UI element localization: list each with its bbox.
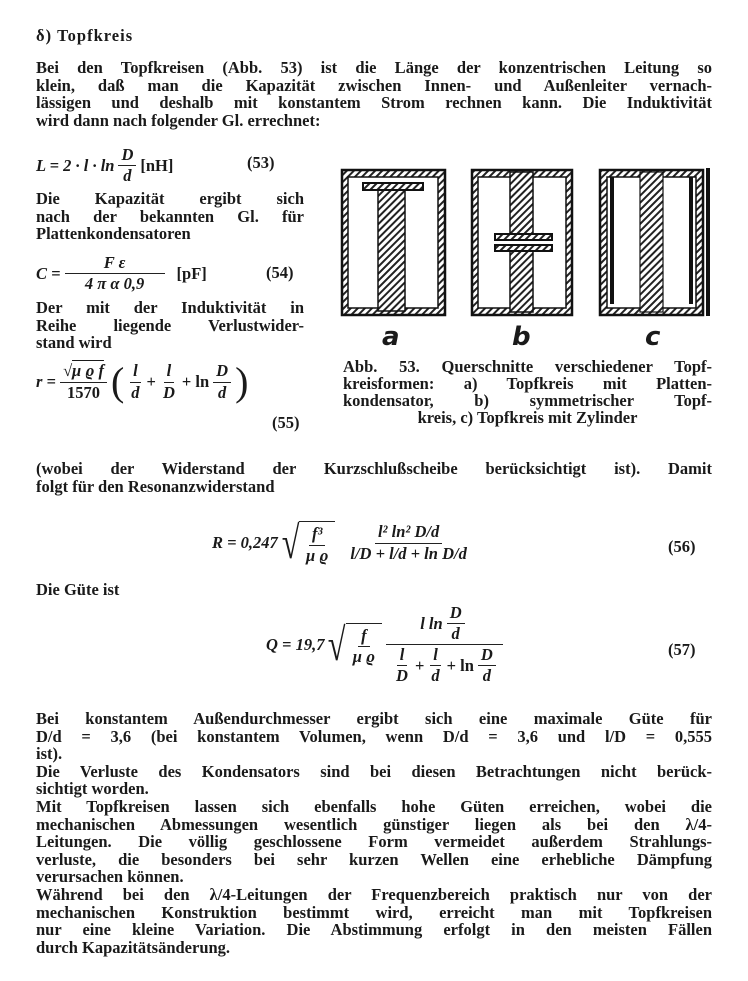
fraction xyxy=(347,523,469,562)
eq-lhs: C = xyxy=(36,263,61,283)
text-line: nach der bekannten Gl. für xyxy=(36,206,304,226)
denominator: d xyxy=(131,382,140,402)
text-line: mechanischen Abmessungen wesentlich günstiger liegen als bei den λ/4- xyxy=(36,814,712,834)
equation-number: (54) xyxy=(266,263,294,282)
left-paren: ( xyxy=(110,359,125,404)
fraction xyxy=(428,646,442,685)
denominator: d xyxy=(482,666,491,686)
root-body: μ ϱ f xyxy=(72,361,104,381)
denominator: d xyxy=(431,666,440,686)
equation-number: (56) xyxy=(668,537,696,556)
numerator: D xyxy=(447,604,465,624)
loss-paragraph xyxy=(36,299,304,352)
denominator: d xyxy=(123,166,132,186)
fraction xyxy=(128,362,142,401)
equation-number: (57) xyxy=(668,640,696,659)
radical-sign: √ xyxy=(328,618,346,670)
numerator-text: l ln xyxy=(420,613,443,633)
text-line: verluste, die besonders bei sehr kurzen Wellen eine erhebliche Dämpfung xyxy=(36,849,712,869)
figure-label-c: c xyxy=(645,322,661,352)
equation-53 xyxy=(36,146,173,185)
operator: + xyxy=(414,655,425,675)
text-line: Plattenkondensatoren xyxy=(36,224,191,244)
text-line: folgt für den Resonanzwiderstand xyxy=(36,476,275,496)
operator: + ln xyxy=(181,372,210,391)
text-line: ist). xyxy=(36,744,63,764)
unit: [pF] xyxy=(176,263,207,283)
text-line: Der mit der Induktivität in xyxy=(36,298,304,317)
eq-lhs: L = 2 · l · ln xyxy=(36,155,115,175)
right-paren: ) xyxy=(235,359,249,404)
denominator: D xyxy=(396,666,408,686)
cross-section-c xyxy=(600,168,710,316)
equation-54 xyxy=(36,254,207,293)
square-root xyxy=(324,618,382,670)
denominator: 4 π α 0,9 xyxy=(84,274,145,294)
numerator: l xyxy=(397,646,408,666)
denominator: 1570 xyxy=(66,382,100,402)
fraction xyxy=(393,646,411,685)
caption-line: kreisformen: a) Topfkreis mit Platten- xyxy=(343,374,712,393)
equation-number: (53) xyxy=(247,153,275,172)
text-line: durch Kapazitätsänderung. xyxy=(36,937,231,957)
text-line: wird dann nach folgender Gl. errechnet: xyxy=(36,110,321,130)
intro-paragraph xyxy=(36,59,712,129)
eq-lhs: R = 0,247 xyxy=(212,533,278,552)
text-line: Die Kapazität ergibt sich xyxy=(36,189,304,208)
text-line: sichtigt worden. xyxy=(36,779,149,799)
denominator: μ ϱ xyxy=(306,545,329,565)
equation-55 xyxy=(36,359,249,404)
text-line: D/d = 3,6 (bei konstantem Volumen, wenn D/d = 3,6 und l/D = 0,555 xyxy=(36,726,712,746)
text-line: stand wird xyxy=(36,333,112,353)
fraction xyxy=(160,362,178,401)
text-line: Bei konstantem Außendurchmesser ergibt sich eine maximale Güte für xyxy=(36,709,712,728)
numerator: F ε xyxy=(65,254,165,274)
quality-label: Die Güte ist xyxy=(36,580,120,599)
eq-lhs: r = xyxy=(36,372,56,391)
text-line: Während bei den λ/4-Leitungen der Frequenzbereich praktisch nur von der xyxy=(36,884,712,904)
cross-section-b xyxy=(472,170,572,315)
operator: + ln xyxy=(446,655,474,675)
capacity-paragraph xyxy=(36,190,304,243)
numerator: D xyxy=(213,362,231,382)
numerator: √μ ϱ f xyxy=(60,362,107,382)
caption-line: Abb. 53. Querschnitte verschiedener Topf- xyxy=(343,357,712,376)
text-line: mechanischen Konstruktion bestimmt wird, erreicht man mit Topfkreisen xyxy=(36,902,712,922)
text-line: (wobei der Widerstand der Kurzschlußscheibe berücksichtigt ist). Damit xyxy=(36,459,712,478)
figure-caption xyxy=(343,358,712,426)
fraction xyxy=(303,525,331,564)
equation-57 xyxy=(266,604,507,686)
fraction xyxy=(478,646,496,685)
text-line: Leitungen. Die völlig geschlossene Form vermeidet außerdem Strahlungs- xyxy=(36,832,712,852)
fraction xyxy=(60,362,107,401)
figure-label-a: a xyxy=(382,322,400,352)
cross-section-a xyxy=(342,170,445,315)
fraction xyxy=(447,604,465,643)
fraction xyxy=(350,627,378,666)
numerator: D xyxy=(478,646,496,666)
text-line: Bei den Topfkreisen (Abb. 53) ist die Länge der konzentrischen Leitung so xyxy=(36,58,712,77)
figure-label-b: b xyxy=(512,322,531,352)
denominator: d xyxy=(217,382,227,402)
fraction xyxy=(213,362,231,401)
numerator: D xyxy=(118,146,136,166)
text-line: Reihe liegende Verlustwider- xyxy=(36,315,304,335)
fraction xyxy=(118,146,136,185)
text-line: nur eine kleine Variation. Die Abstimmung erfolgt in den meisten Fällen xyxy=(36,920,712,940)
caption-line: kreis, c) Topfkreis mit Zylinder xyxy=(417,408,638,427)
numerator: l² ln² D/d xyxy=(375,523,442,543)
resonance-paragraph xyxy=(36,460,712,495)
numerator: l xyxy=(430,646,441,666)
numerator: l xyxy=(164,362,175,382)
operator: + xyxy=(146,372,156,391)
fraction xyxy=(65,254,165,293)
denominator: D xyxy=(162,382,175,402)
caption-line: kondensator, b) symmetrischer Topf- xyxy=(343,391,712,410)
section-heading: δ) Topfkreis xyxy=(36,26,134,45)
text-line: klein, daß man die Kapazität zwischen Innen- und Außenleiter vernach- xyxy=(36,75,712,95)
figure-pot-circuit-cross-sections xyxy=(330,160,730,330)
text-line: Die Verluste des Kondensators sind bei diesen Betrachtungen nicht berück- xyxy=(36,761,712,781)
denominator: l/D + l/d + ln D/d xyxy=(350,543,467,563)
fraction xyxy=(386,604,503,686)
square-root xyxy=(278,517,336,568)
text-line: verursachen können. xyxy=(36,867,184,887)
equation-56 xyxy=(212,517,474,568)
final-paragraphs xyxy=(36,710,712,956)
text-line: lässigen und deshalb mit konstantem Strom rechnen kann. Die Induktivität xyxy=(36,93,712,113)
numerator: l xyxy=(130,362,141,382)
numerator: f³ xyxy=(309,525,325,545)
unit: [nH] xyxy=(140,155,174,175)
denominator: μ ϱ xyxy=(352,647,376,667)
radical-sign: √ xyxy=(281,517,300,568)
text-line: Mit Topfkreisen lassen sich ebenfalls hohe Güten erreichen, wobei die xyxy=(36,796,712,816)
denominator: d xyxy=(451,624,460,644)
equation-number: (55) xyxy=(272,413,300,432)
numerator: f xyxy=(358,627,370,647)
eq-lhs: Q = 19,7 xyxy=(266,634,325,654)
